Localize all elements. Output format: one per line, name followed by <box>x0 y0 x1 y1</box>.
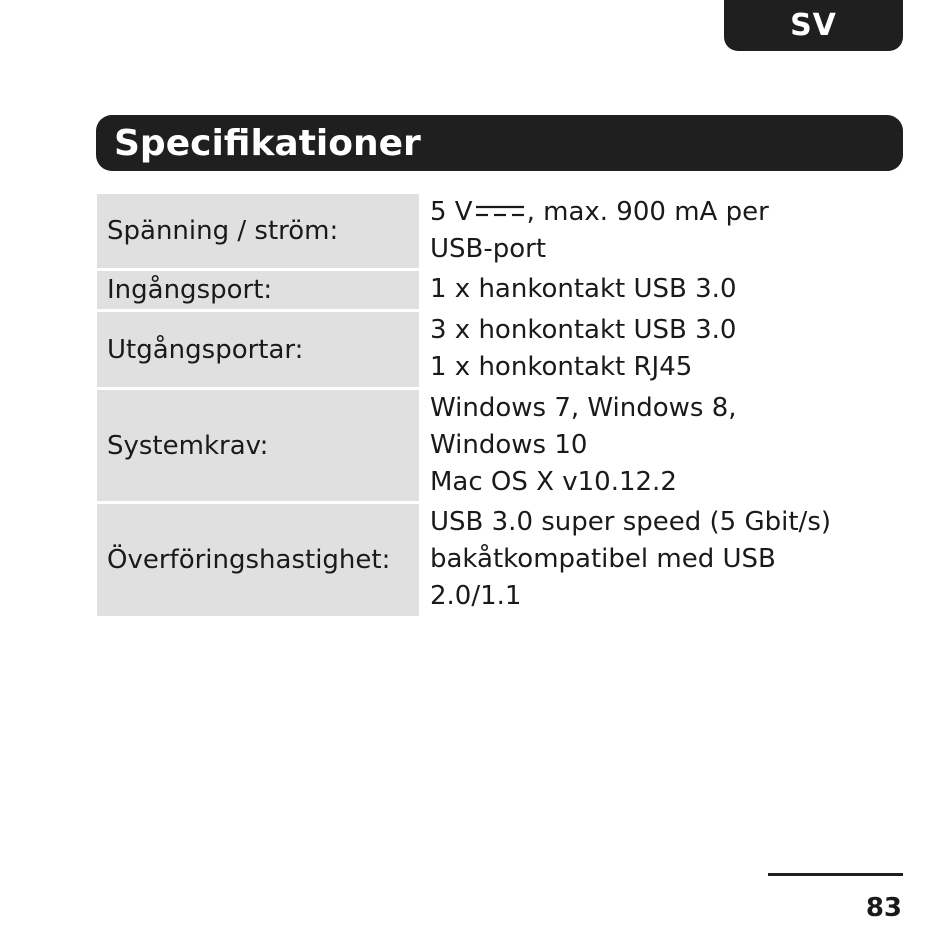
spec-value-line: USB 3.0 super speed (5 Gbit/s) <box>430 507 832 537</box>
spec-value-line: 1 x hankontakt USB 3.0 <box>430 274 737 304</box>
spec-value <box>419 312 877 387</box>
spec-row-input-port <box>97 271 877 309</box>
direct-current-icon <box>475 204 525 218</box>
section-title-bar <box>96 115 903 171</box>
page-number: 83 <box>865 893 902 923</box>
spec-label: Ingångsport: <box>97 271 419 309</box>
spec-value-line <box>430 194 877 231</box>
spec-row-output-ports <box>97 312 877 387</box>
section-title: Specifikationer <box>114 122 421 164</box>
spec-label: Systemkrav: <box>97 390 419 501</box>
spec-value-line: 3 x honkontakt USB 3.0 <box>430 315 737 345</box>
spec-value <box>419 194 877 268</box>
spec-value-line: bakåtkompatibel med USB <box>430 544 776 574</box>
spec-value-line: Mac OS X v10.12.2 <box>430 467 677 497</box>
spec-row-voltage <box>97 194 877 268</box>
spec-value-line: 1 x honkontakt RJ45 <box>430 352 693 382</box>
spec-label: Spänning / ström: <box>97 194 419 268</box>
spec-value <box>419 504 877 616</box>
footer-divider <box>768 873 903 876</box>
spec-value <box>419 271 877 309</box>
spec-value-line: Windows 10 <box>430 430 588 460</box>
language-code: SV <box>790 8 837 43</box>
spec-label: Överföringshastighet: <box>97 504 419 616</box>
voltage-text: 5 V <box>430 197 473 227</box>
language-tab <box>724 0 903 51</box>
specifications-table <box>97 194 877 619</box>
spec-row-transfer-speed <box>97 504 877 616</box>
spec-value-line: USB-port <box>430 234 547 264</box>
spec-label: Utgångsportar: <box>97 312 419 387</box>
current-text: , max. 900 mA per <box>526 197 769 227</box>
spec-row-system-requirements <box>97 390 877 501</box>
spec-value-line: 2.0/1.1 <box>430 581 522 611</box>
spec-value <box>419 390 877 501</box>
spec-value-line: Windows 7, Windows 8, <box>430 393 737 423</box>
